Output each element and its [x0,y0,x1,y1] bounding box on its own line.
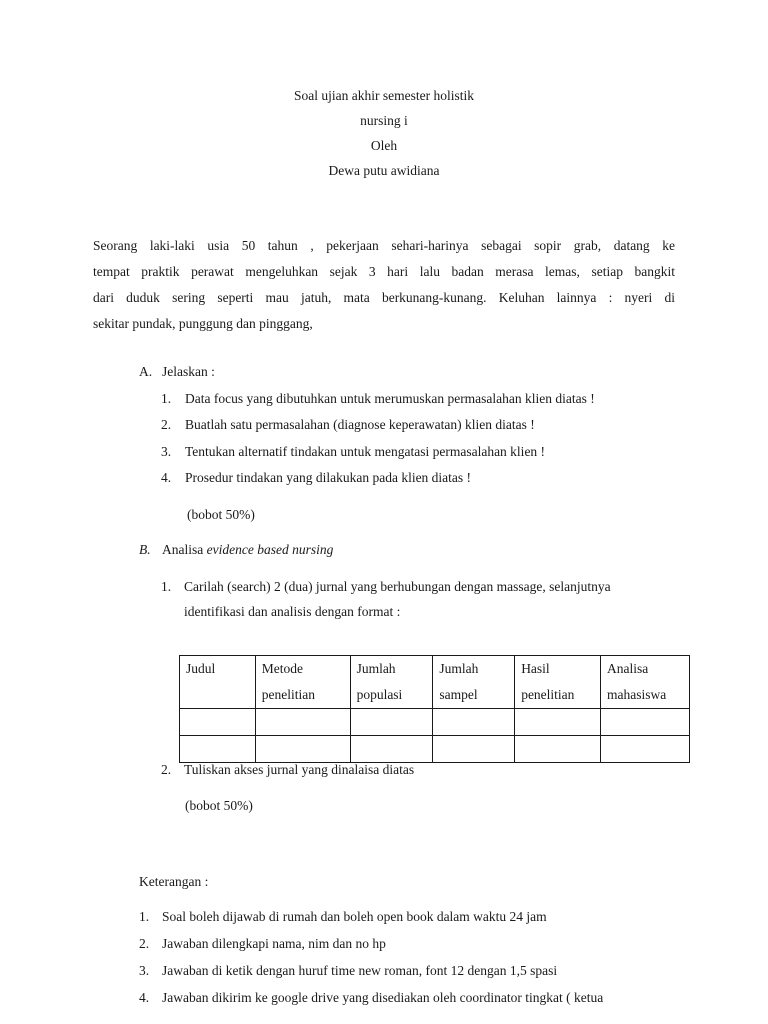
list-item: Tuliskan akses jurnal yang dinalaisa diatas [184,762,415,777]
section-a-title: Jelaskan : [162,364,215,379]
table-row [180,736,690,763]
note-item: Jawaban di ketik dengan huruf time new roman, font 12 dengan 1,5 spasi [162,963,558,978]
table-header-cell: Jumlah sampel [433,656,515,709]
case-line: tempat praktik perawat mengeluhkan sejak 3 hari lalu badan merasa lemas, setiap bangkit [93,264,675,279]
section-b-title-italic: evidence based nursing [206,542,334,557]
list-number: 3. [139,963,150,978]
section-b-marker: B. [139,542,151,557]
table-cell [255,736,350,763]
case-paragraph [93,233,675,337]
section-a-weight: (bobot 50%) [187,507,255,522]
list-number: 1. [139,909,150,924]
list-item: Data focus yang dibutuhkan untuk merumuskan permasalahan klien diatas ! [185,391,595,406]
doc-author: Dewa putu awidiana [328,163,440,178]
journal-format-table [179,655,690,763]
section-b-title-plain: Analisa [162,542,207,557]
case-line: sekitar pundak, punggung dan pinggang, [93,316,313,331]
list-number: 2. [161,762,172,777]
table-header-cell: Hasil penelitian [515,656,601,709]
list-number: 2. [139,936,150,951]
table-cell [350,736,433,763]
note-item: Soal boleh dijawab di rumah dan boleh open book dalam waktu 24 jam [162,909,547,924]
section-a-marker: A. [139,364,153,379]
table-cell [433,736,515,763]
table-cell [601,736,690,763]
table-header-cell: Judul [180,656,256,709]
note-item: Jawaban dilengkapi nama, nim dan no hp [162,936,386,951]
doc-subtitle: nursing i [360,113,408,128]
notes-title: Keterangan : [139,874,209,889]
note-item: Jawaban dikirim ke google drive yang disediakan oleh coordinator tingkat ( ketua [162,990,604,1005]
list-item: Prosedur tindakan yang dilakukan pada klien diatas ! [185,470,472,485]
table-cell [601,709,690,736]
list-number: 4. [139,990,150,1005]
section-b-weight: (bobot 50%) [185,798,253,813]
table-cell [515,709,601,736]
table-cell [350,709,433,736]
table-header-cell: Jumlah populasi [350,656,433,709]
doc-title: Soal ujian akhir semester holistik [294,88,474,103]
case-line: Seorang laki-laki usia 50 tahun , pekerjaan sehari-harinya sebagai sopir grab, datang ke [93,238,675,253]
list-number: 2. [161,417,172,432]
table-header-cell: Analisa mahasiswa [601,656,690,709]
table-cell [255,709,350,736]
list-number: 3. [161,444,172,459]
list-item: Carilah (search) 2 (dua) jurnal yang berhubungan dengan massage, selanjutnya [184,579,611,594]
list-number: 1. [161,579,172,594]
table-cell [180,709,256,736]
table-header-cell: Metode penelitian [255,656,350,709]
doc-by-label: Oleh [370,138,398,153]
table-cell [515,736,601,763]
table-header-row [180,656,690,709]
list-item: Buatlah satu permasalahan (diagnose keperawatan) klien diatas ! [185,417,535,432]
list-number: 1. [161,391,172,406]
table-row [180,709,690,736]
section-b-title [162,542,333,558]
table-cell [433,709,515,736]
table-cell [180,736,256,763]
case-line: dari duduk sering seperti mau jatuh, mata berkunang-kunang. Keluhan lainnya : nyeri di [93,290,675,305]
list-item: Tentukan alternatif tindakan untuk mengatasi permasalahan klien ! [185,444,546,459]
list-number: 4. [161,470,172,485]
list-item-continuation: identifikasi dan analisis dengan format : [184,604,401,619]
